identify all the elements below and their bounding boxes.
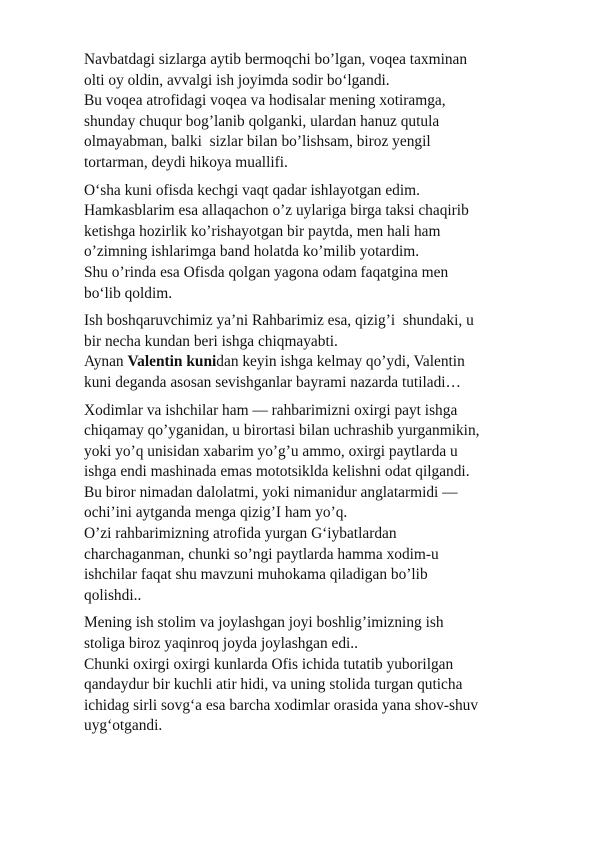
text-fragment: Aynan [84, 353, 128, 371]
text-line: bir necha kundan beri ishga chiqmayabti. [84, 332, 338, 350]
text-line: O’zi rahbarimizning atrofida yurgan G‘iybatlardan [84, 525, 397, 543]
text-line: olti oy oldin, avvalgi ish joyimda sodir bo‘lgandi. [84, 71, 390, 89]
text-line: o’zimning ishlarimga band holatda ko’milib yotardim. [84, 243, 420, 261]
text-line: chiqamay qo’yganidan, u birortasi bilan uchrashib yurganmikin, [84, 422, 480, 440]
text-line: qolishdi.. [84, 586, 142, 604]
text-line: ishchilar faqat shu mavzuni muhokama qiladigan bo’lib [84, 566, 428, 584]
text-line: Hamkasblarim esa allaqachon o’z uylariga birga taksi chaqirib [84, 202, 469, 220]
text-line: kuni deganda asosan sevishganlar bayrami nazarda tutiladi… [84, 373, 461, 391]
text-fragment: dan keyin ishga kelmay qo’ydi, Valentin [216, 353, 465, 371]
text-line: Xodimlar va ishchilar ham — rahbarimizni oxirgi payt ishga [84, 401, 458, 419]
text-line: Bu biror nimadan dalolatmi, yoki nimanidur anglatarmidi — [84, 483, 458, 501]
text-line: charchaganman, chunki so’ngi paytlarda hamma xodim-u [84, 545, 439, 563]
paragraph-1 [84, 50, 564, 174]
paragraph-2 [84, 181, 564, 305]
text-line: tortarman, deydi hikoya muallifi. [84, 153, 288, 171]
paragraph-3 [84, 311, 564, 393]
text-line: ichidag sirli sovg‘a esa barcha xodimlar orasida yana shov-shuv [84, 696, 479, 714]
text-line: bo‘lib qoldim. [84, 284, 173, 302]
text-line: ochi’ini aytganda menga qizig’I ham yo’q. [84, 504, 348, 522]
text-line-with-bold [84, 352, 564, 373]
text-line: O‘sha kuni ofisda kechgi vaqt qadar ishlayotgan edim. [84, 181, 420, 199]
text-line: uyg‘otgandi. [84, 717, 163, 735]
text-line: qandaydur bir kuchli atir hidi, va uning stolida turgan quticha [84, 676, 463, 694]
bold-phrase-valentin-kuni: Valentin kuni [127, 353, 217, 371]
paragraph-5 [84, 613, 564, 737]
text-line: Ish boshqaruvchimiz ya’ni Rahbarimiz esa, qizig’i shundaki, u [84, 312, 474, 330]
text-line: Bu voqea atrofidagi voqea va hodisalar mening xotiramga, [84, 92, 446, 110]
text-line: Shu o’rinda esa Ofisda qolgan yagona odam faqatgina men [84, 263, 449, 281]
text-line: Mening ish stolim va joylashgan joyi boshlig’imizning ish [84, 614, 444, 632]
document-body [84, 50, 564, 744]
paragraph-4 [84, 401, 564, 607]
text-line: Navbatdagi sizlarga aytib bermoqchi bo’lgan, voqea taxminan [84, 51, 468, 68]
text-line: yoki yo’q unisidan xabarim yo’g’u ammo, oxirgi paytlarda u [84, 442, 458, 460]
text-line: ishga endi mashinada emas mototsiklda kelishni odat qilgandi. [84, 463, 470, 481]
text-line: ketishga hozirlik ko’rishayotgan bir paytda, men hali ham [84, 222, 441, 240]
text-line: shunday chuqur bog’lanib qolganki, ulardan hanuz qutula [84, 112, 440, 130]
text-line: Chunki oxirgi oxirgi kunlarda Ofis ichida tutatib yuborilgan [84, 655, 454, 673]
text-line: olmayabman, balki sizlar bilan bo’lishsam, biroz yengil [84, 133, 431, 151]
text-line: stoliga biroz yaqinroq joyda joylashgan edi.. [84, 635, 358, 653]
